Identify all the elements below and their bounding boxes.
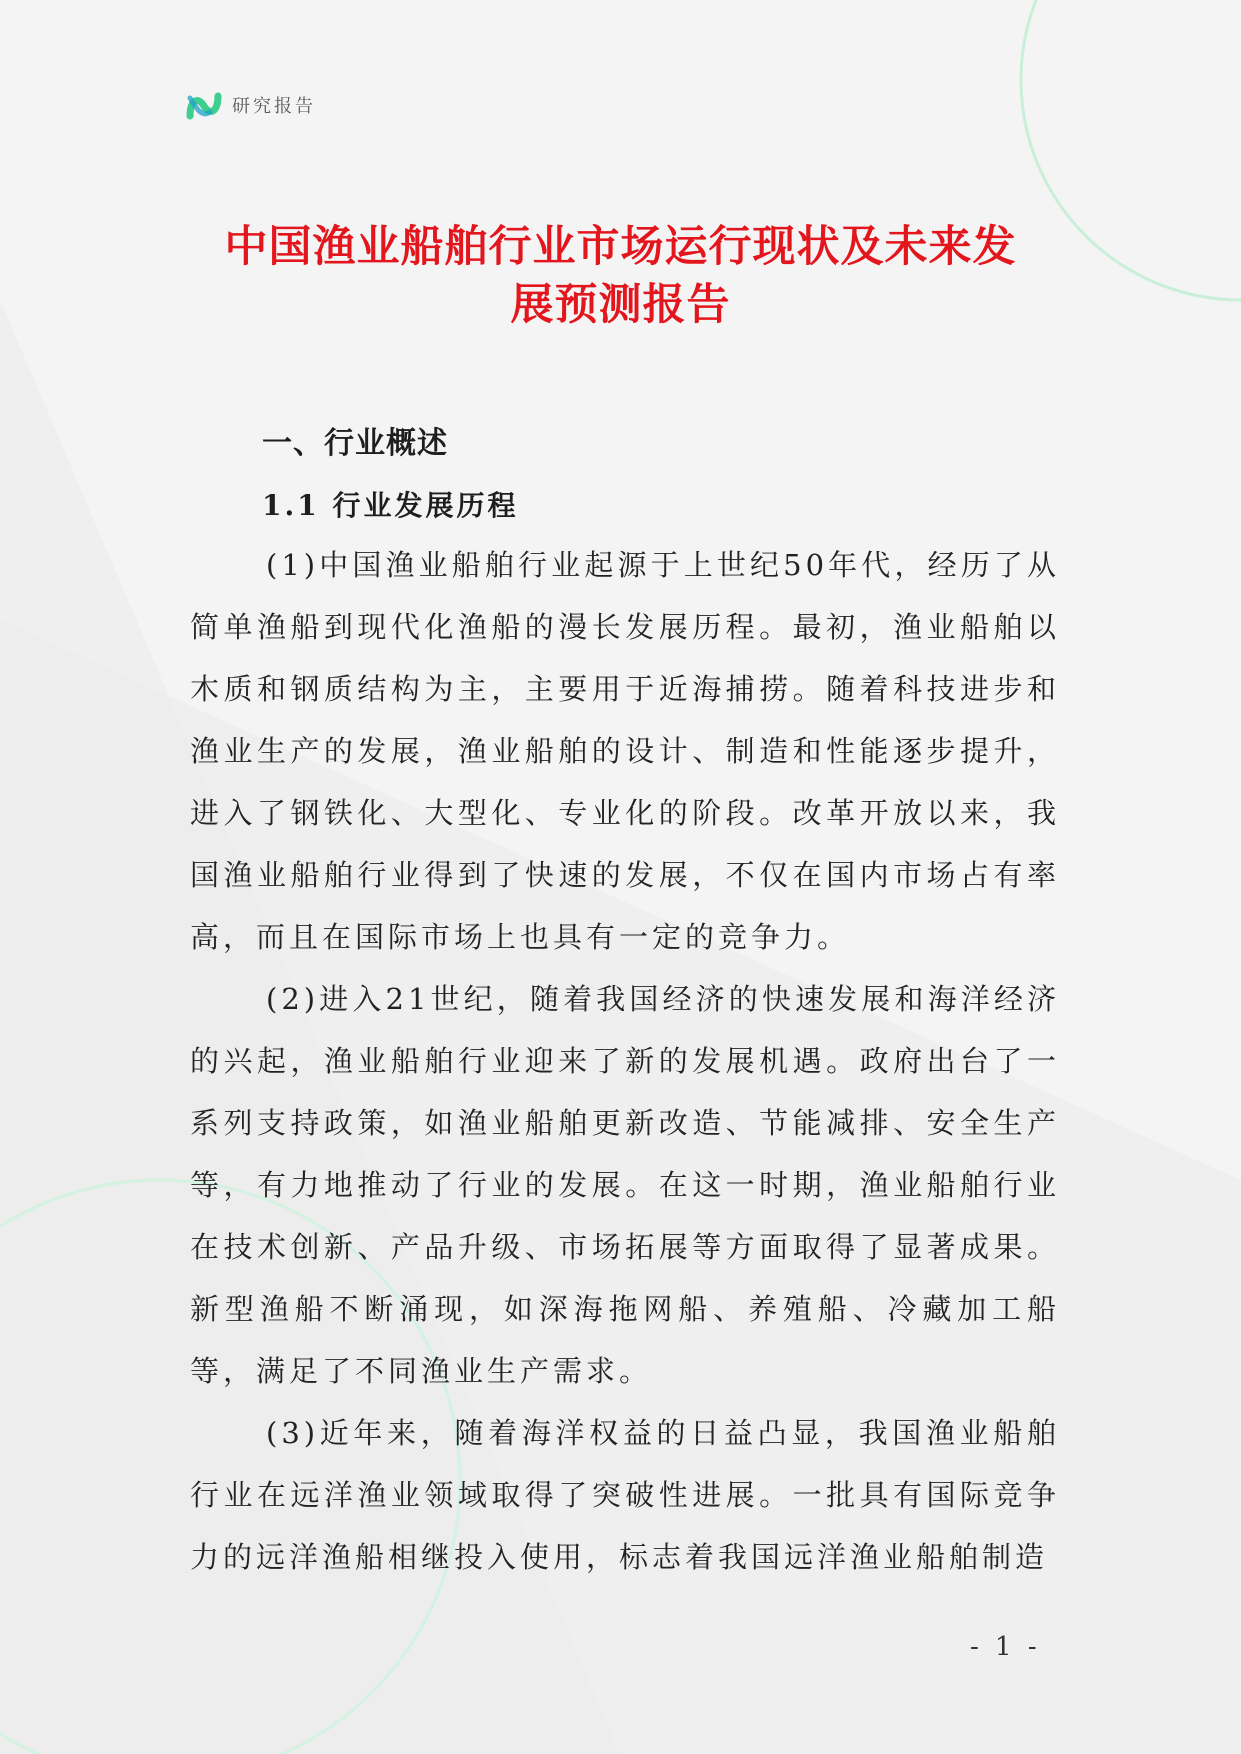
subsection-heading: 1.1 行业发展历程 xyxy=(262,489,519,522)
paragraph: (2)进入21世纪，随着我国经济的快速发展和海洋经济的兴起，渔业船舶行业迎来了新的发展机遇。政府出台了一系列支持政策，如渔业船舶更新改造、节能减排、安全生产等，有力地推动了行业的发展。在这一时期，渔业船舶行业在技术创新、产品升级、市场拓展等方面取得了显著成果。新型渔船不断涌现，如深海拖网船、养殖船、冷藏加工船等，满足了不同渔业生产需求。 xyxy=(190,982,1060,1388)
logo-icon xyxy=(186,88,222,124)
body-content xyxy=(190,534,1060,1588)
page-number: - 1 - xyxy=(970,1632,1041,1662)
paragraph: (3)近年来，随着海洋权益的日益凸显，我国渔业船舶行业在远洋渔业领域取得了突破性进展。一批具有国际竞争力的远洋渔船相继投入使用，标志着我国远洋渔业船舶制造 xyxy=(190,1416,1060,1574)
brand-label: 研究报告 xyxy=(232,96,316,117)
section-heading: 一、行业概述 xyxy=(262,426,448,461)
report-title xyxy=(150,218,1091,334)
paragraph: (1)中国渔业船舶行业起源于上世纪50年代，经历了从简单渔船到现代化渔船的漫长发展历程。最初，渔业船舶以木质和钢质结构为主，主要用于近海捕捞。随着科技进步和渔业生产的发展，渔业船舶的设计、制造和性能逐步提升，进入了钢铁化、大型化、专业化的阶段。改革开放以来，我国渔业船舶行业得到了快速的发展，不仅在国内市场占有率高，而且在国际市场上也具有一定的竞争力。 xyxy=(190,548,1060,954)
report-title-line-1: 中国渔业船舶行业市场运行现状及未来发 xyxy=(224,222,1017,272)
report-title-line-2: 展预测报告 xyxy=(510,280,731,330)
